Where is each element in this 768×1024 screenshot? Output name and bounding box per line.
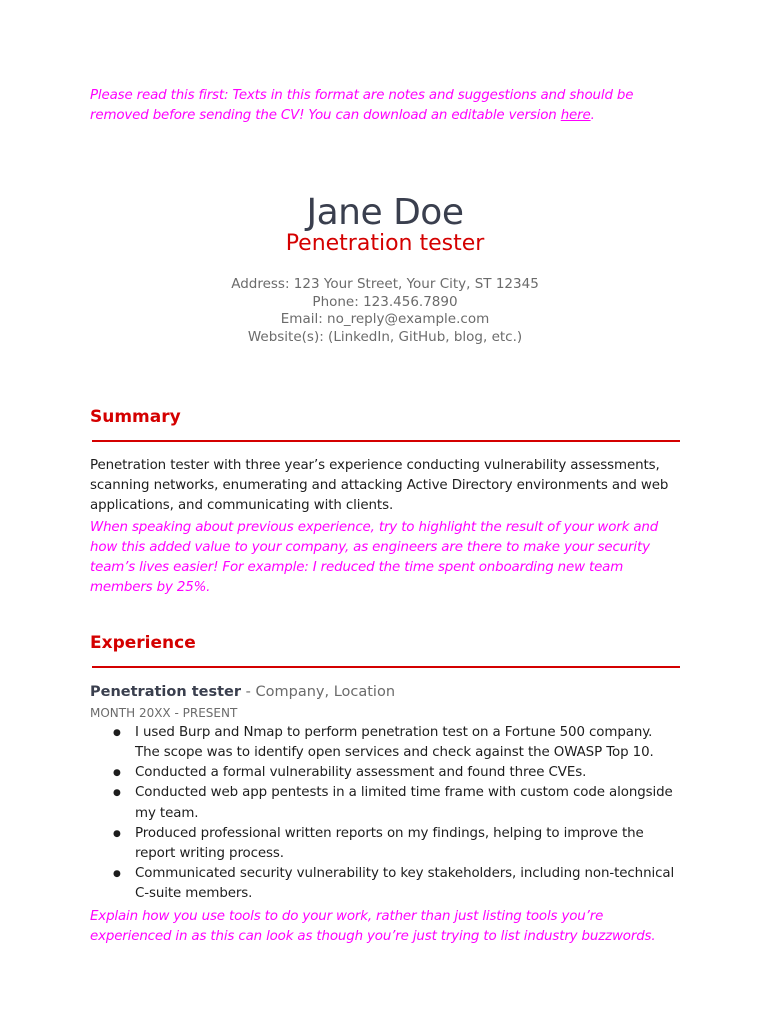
experience-heading: Experience [90,632,196,653]
job-bullet: ● Conducted web app pentests in a limited time frame with custom code alongside my team. [135,783,680,823]
contact-phone: Phone: 123.456.7890 [312,293,458,310]
job-bullet: ● Produced professional written reports on my findings, helping to improve the report writing process. [135,824,680,864]
contact-address: Address: 123 Your Street, Your City, ST 12345 [231,276,539,292]
job-dates: MONTH 20XX - PRESENT [90,705,238,720]
summary-heading: Summary [90,406,181,427]
intro-note-end: . [590,108,595,123]
summary-text: Penetration tester with three year’s experience conducting vulnerability assessments, scanning networks, enumerating and attacking Active Directory environments and web applications, and communicating with clients. [90,457,669,513]
summary-note: When speaking about previous experience, try to highlight the result of your work and how this added value to your company, as engineers are there to make your security team’s lives easier! For example: I reduced the time spent onboarding new team members by 25%. [90,519,659,595]
job-title: Penetration tester [90,683,242,700]
experience-note: Explain how you use tools to do your work, rather than just listing tools you’re experienced in as this can look as though you’re just trying to list industry buzzwords. [90,908,656,944]
contact-block [90,276,680,347]
intro-note-text: Please read this first: Texts in this format are notes and suggestions and should be removed before sending the CV! You can download an editable version [90,88,634,123]
experience-divider [92,666,680,668]
cv-document [90,86,680,947]
job-company: - Company, Location [241,683,396,700]
intro-note [90,86,680,126]
contact-email: Email: no_reply@example.com [280,311,490,328]
cv-header [90,191,680,347]
job-bullet: ● I used Burp and Nmap to perform penetration test on a Fortune 500 company. The scope was to identify open services and check against the OWASP Top 10. [135,723,680,763]
job-bullets [90,723,680,905]
experience-section [90,632,680,947]
job-bullet: ● Conducted a formal vulnerability assessment and found three CVEs. [135,763,680,783]
summary-divider [92,440,680,442]
download-link[interactable]: here [560,108,591,123]
job-heading [90,682,680,702]
candidate-role: Penetration tester [285,231,485,256]
candidate-name: Jane Doe [306,192,464,233]
job-bullet: ● Communicated security vulnerability to key stakeholders, including non-technical C-suite members. [135,864,680,904]
contact-websites: Website(s): (LinkedIn, GitHub, blog, etc.) [247,329,523,346]
job-entry [90,682,680,905]
summary-section [90,406,680,598]
